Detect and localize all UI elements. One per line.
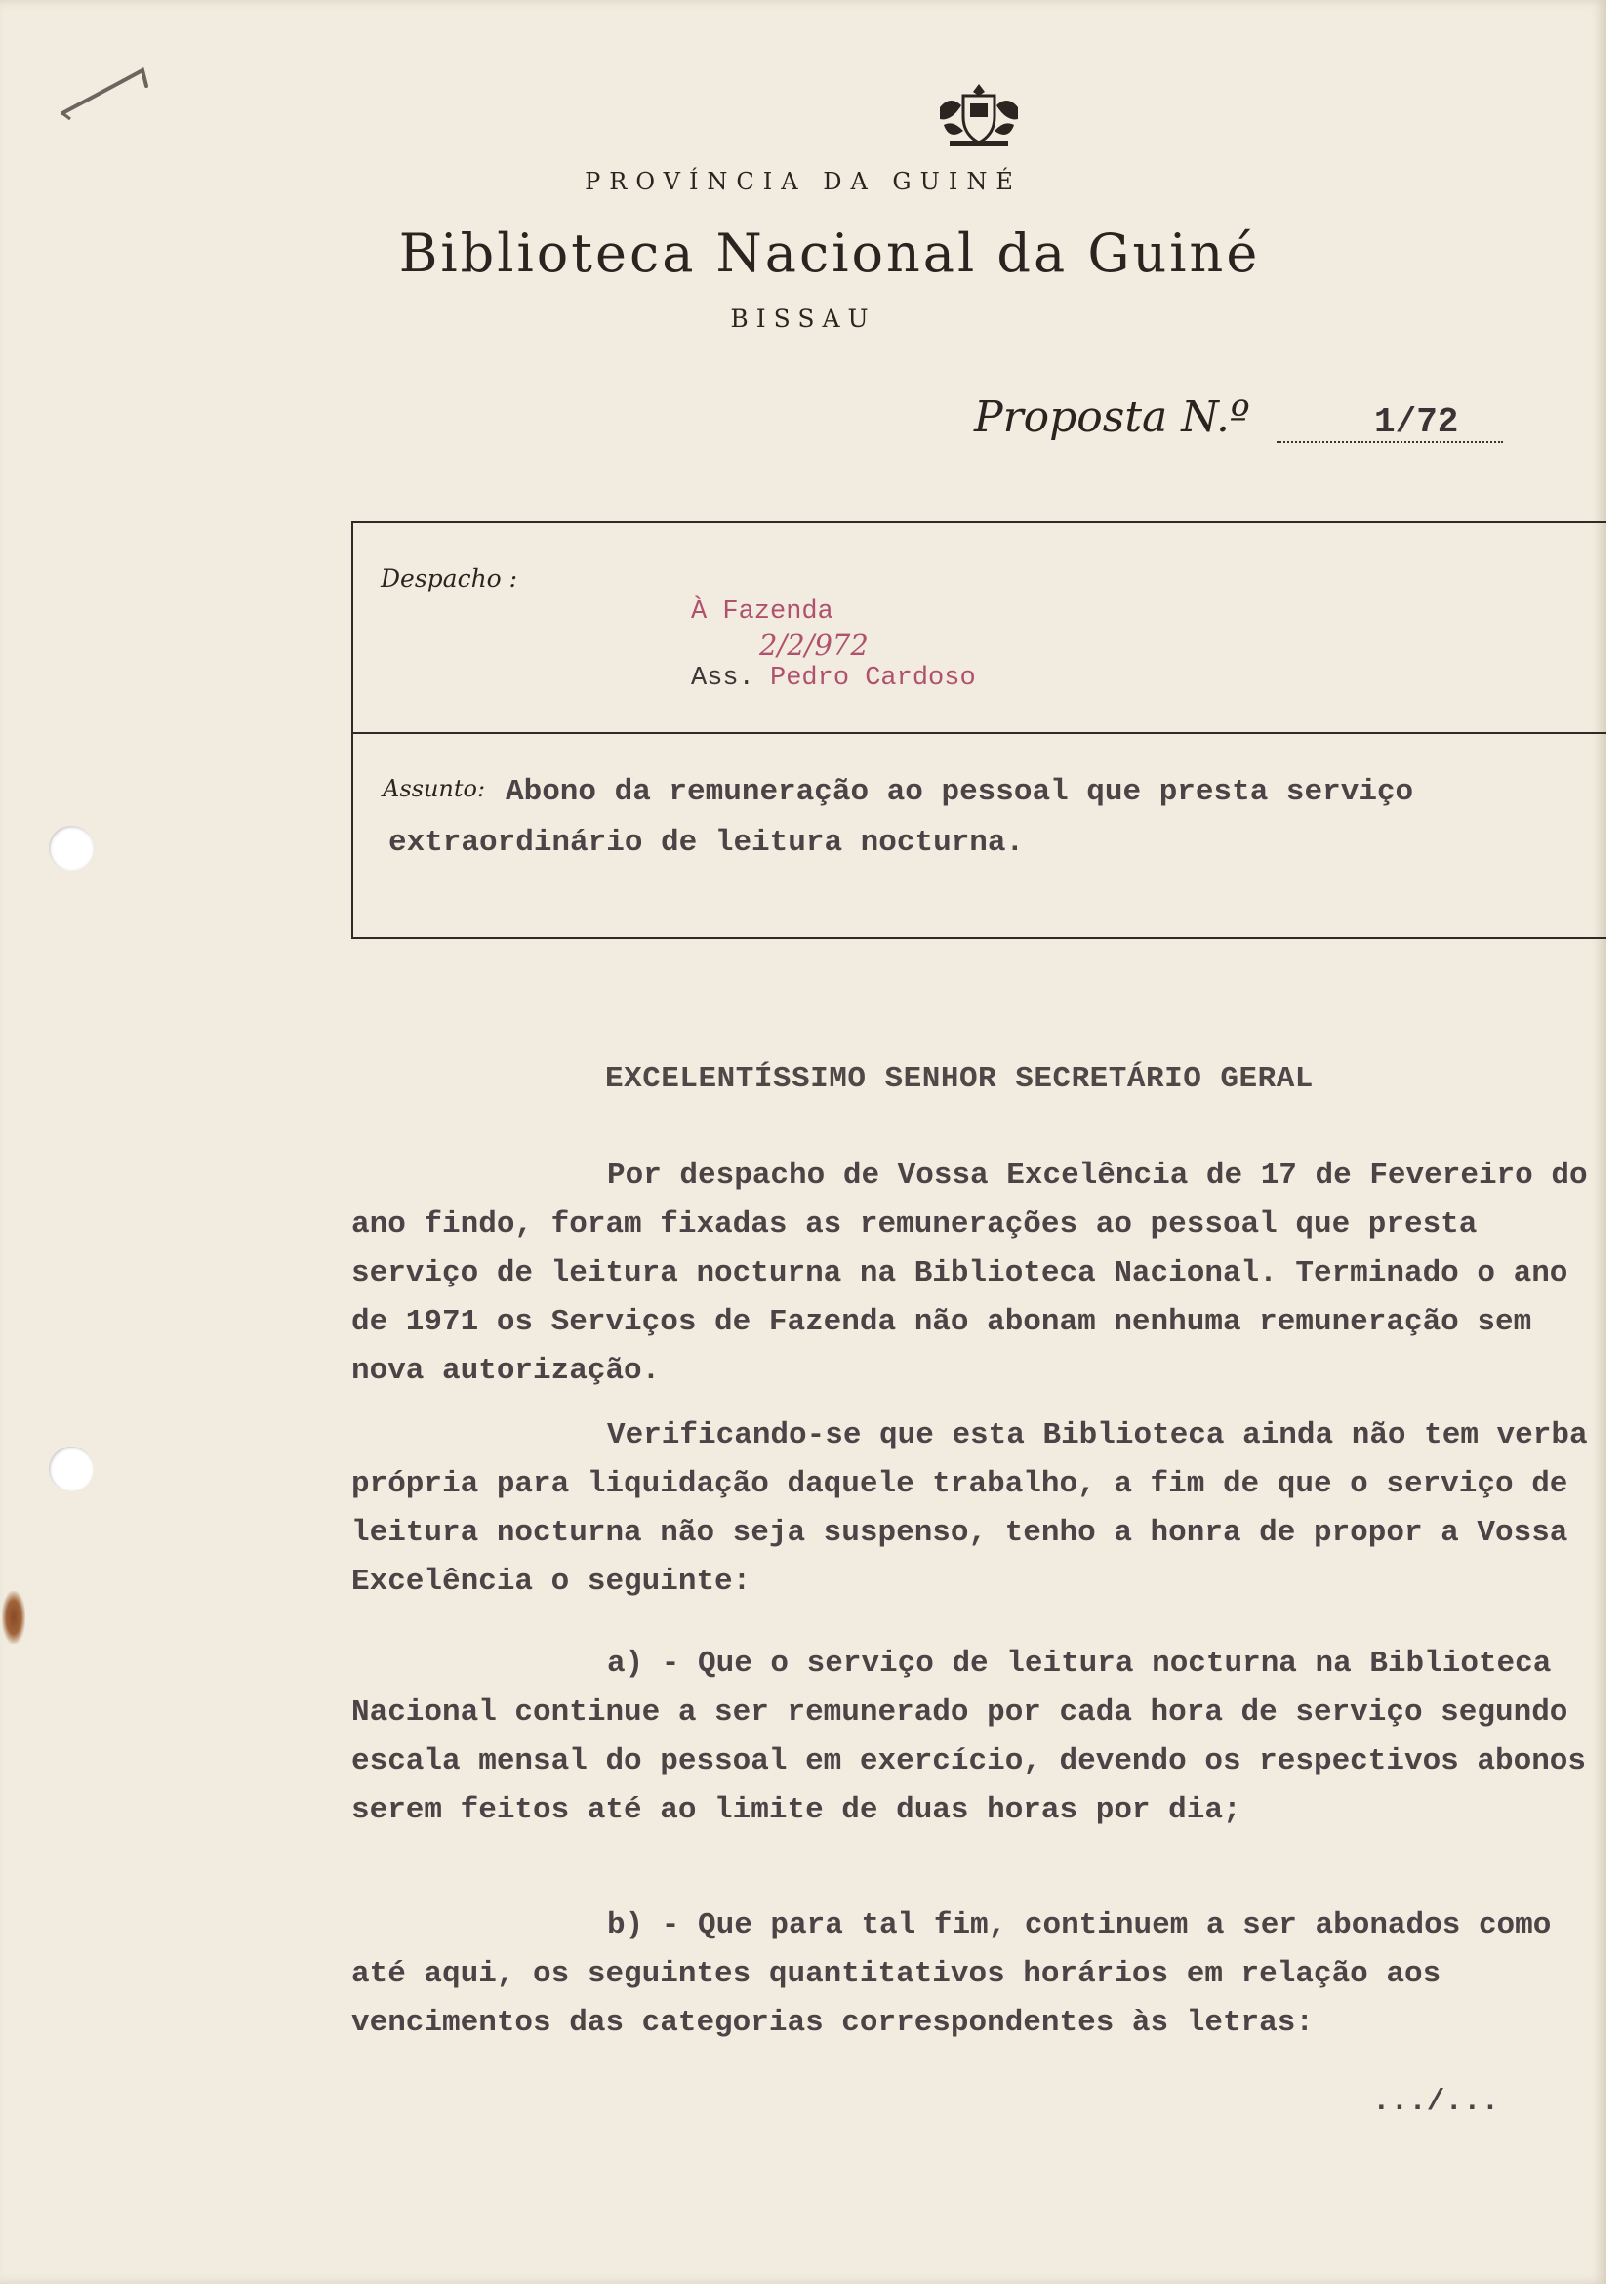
staple-icon [57,57,150,125]
paragraph-1: Por despacho de Vossa Excelência de 17 de Fevereiro do ano findo, foram fixadas as remunerações ao pessoal que presta serviço de leitura nocturna na Biblioteca Nacional. Terminado o ano de 1971 os Serviços de Fazenda não abonam nenhuma remuneração sem nova autorização. [351,1159,1588,1388]
signature-name: Pedro Cardoso [770,664,976,693]
box-left-rule [351,521,353,939]
library-name: Biblioteca Nacional da Guiné [398,223,1261,284]
proposal-label: Proposta N.º [974,392,1250,442]
despacho-destination: À Fazenda [691,597,833,627]
signature-prefix: Ass. [691,664,754,693]
punch-hole-bottom [49,1447,94,1491]
box-top-rule [351,521,1610,523]
coat-of-arms-icon [934,80,1024,150]
despacho-date: 2/2/972 [759,629,869,662]
salutation: EXCELENTÍSSIMO SENHOR SECRETÁRIO GERAL [605,1062,1314,1096]
box-middle-rule [351,732,1610,734]
city-name: BISSAU [730,305,876,333]
proposal-number: 1/72 [1374,402,1459,442]
province-heading: PROVÍNCIA DA GUINÉ [585,168,1022,195]
assunto-text: Abono da remuneração ao pessoal que presta serviço extraordinário de leitura nocturna. [388,775,1414,860]
box-bottom-rule [351,937,1610,939]
scan-edge [1606,0,1624,2284]
item-a: a) - Que o serviço de leitura nocturna na Biblioteca Nacional continue a ser remunerado por cada hora de serviço segundo escala mensal do pessoal em exercício, devendo os respectivos abonos serem feitos até ao limite de duas horas por dia; [351,1647,1587,1827]
assunto-label: Assunto: [383,775,486,802]
item-b: b) - Que para tal fim, continuem a ser abonados como até aqui, os seguintes quantitativos horários em relação aos vencimentos das categorias correspondentes às letras: [351,1908,1552,2040]
rust-stain [2,1591,25,1644]
despacho-signature [691,664,976,693]
despacho-label: Despacho : [381,564,518,592]
paragraph-2: Verificando-se que esta Biblioteca ainda não tem verba própria para liquidação daquele trabalho, a fim de que o serviço de leitura nocturna não seja suspenso, tenho a honra de propor a Vossa Excelência o seguinte: [351,1418,1588,1599]
punch-hole-top [49,826,94,871]
continuation-mark: .../... [1372,2085,1500,2119]
